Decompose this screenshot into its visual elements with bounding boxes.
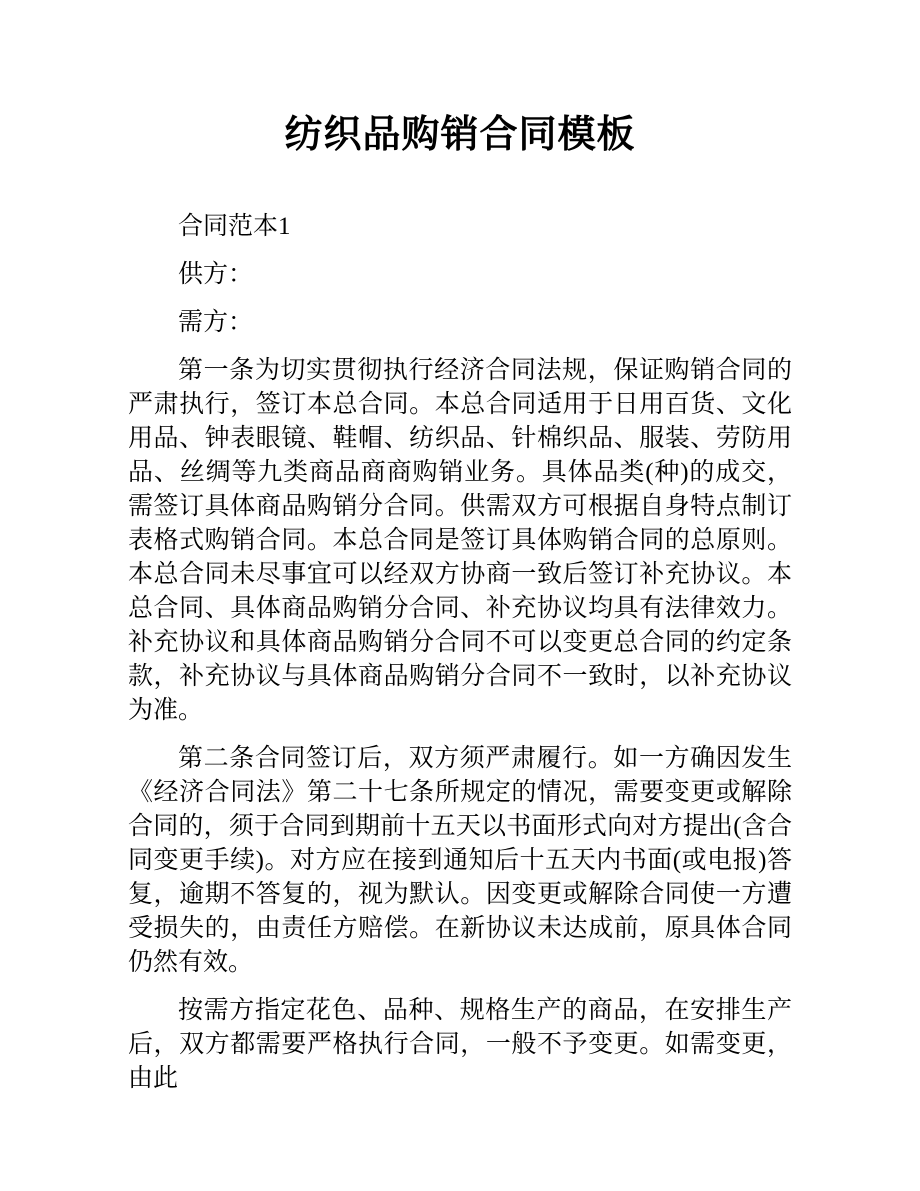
clause-2-paragraph: 第二条合同签订后，双方须严肃履行。如一方确因发生《经济合同法》第二十七条所规定的情况，需要变更或解除合同的，须于合同到期前十五天以书面形式向对方提出(含合同变更手续)。对方应在接到通知后十五天内书面(或电报)答复，逾期不答复的，视为默认。因变更或解除合同使一方遭受损失的，由责任方赔偿。在新协议未达成前，原具体合同仍然有效。: [128, 745, 792, 976]
clause-1-paragraph: 第一条为切实贯彻执行经济合同法规，保证购销合同的严肃执行，签订本总合同。本总合同适用于日用百货、文化用品、钟表眼镜、鞋帽、纺织品、针棉织品、服装、劳防用品、丝绸等九类商品商商购销业务。具体品类(种)的成交，需签订具体商品购销分合同。供需双方可根据自身特点制订表格式购销合同。本总合同是签订具体购销合同的总原则。本总合同未尽事宜可以经双方协商一致后签订补充协议。本总合同、具体商品购销分合同、补充协议均具有法律效力。补充协议和具体商品购销分合同不可以变更总合同的约定条款，补充协议与具体商品购销分合同不一致时，以补充协议为准。: [128, 357, 792, 724]
document-title: 纺织品购销合同模板: [284, 114, 636, 156]
buyer-line: 需方：: [178, 309, 254, 336]
contract-sample-label: 合同范本1: [178, 213, 291, 240]
production-change-paragraph: 按需方指定花色、品种、规格生产的商品，在安排生产后，双方都需要严格执行合同，一般不予变更。如需变更，由此: [128, 997, 792, 1092]
supplier-line: 供方：: [178, 261, 254, 288]
